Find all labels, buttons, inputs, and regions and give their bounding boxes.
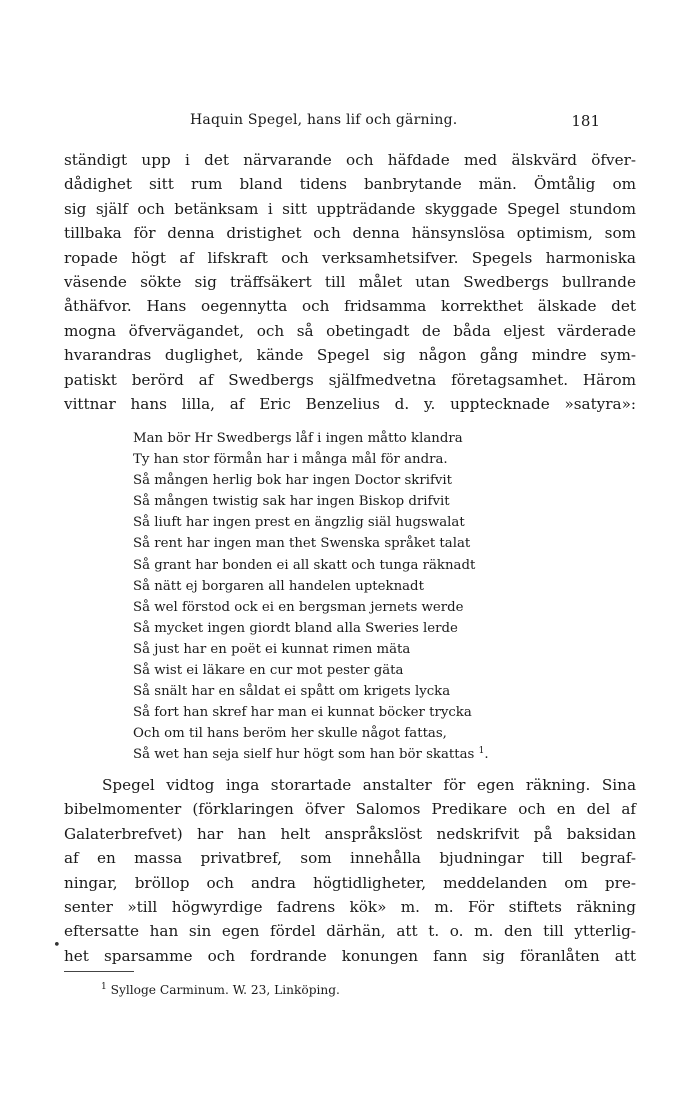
text-line: af en massa privatbref, som innehålla bjudningar till begraf-	[64, 849, 636, 868]
poem-end-punctuation: .	[484, 747, 489, 763]
footnote-divider	[64, 971, 134, 972]
paragraph-2	[64, 773, 636, 968]
poem-line: Så liuft har ingen prest en ängzlig siäl hugswalat	[133, 515, 465, 531]
footnote-text: Sylloge Carminum. W. 23, Linköping.	[110, 983, 340, 997]
text-line: Galaterbrefvet) har han helt anspråkslöst nedskrifvit på baksidan	[64, 824, 636, 843]
footnote-reference: 1	[478, 746, 485, 757]
poem-line: Så fort han skref har man ei kunnat böcker trycka	[133, 705, 472, 721]
text-line: het sparsamme och fordrande konungen fann sig föranlåten att	[64, 946, 636, 965]
text-line: ningar, bröllop och andra högtidligheter, meddelanden om pre-	[64, 873, 636, 892]
text-line: Spegel vidtog inga storartade anstalter för egen räkning. Sina	[102, 776, 636, 794]
text-line: vittnar hans lilla, af Eric Benzelius d. y. upptecknade »satyra»:	[64, 394, 636, 413]
poem-line: Och om til hans beröm her skulle något fattas,	[133, 726, 447, 742]
poem-satyra	[133, 428, 533, 766]
text-line: ropade högt af lifskraft och verksamhetsifver. Spegels harmoniska	[64, 248, 636, 267]
poem-line: Så wist ei läkare en cur mot pester gäta	[133, 663, 404, 679]
poem-line-text: Så wet han seja sielf hur högt som han bör skattas	[133, 747, 475, 763]
text-line: väsende sökte sig träffsäkert till målet utan Swedbergs bullrande	[64, 272, 636, 291]
poem-line: Man bör Hr Swedbergs låf i ingen måtto klandra	[133, 431, 463, 446]
poem-line: Så nätt ej borgaren all handelen upteknadt	[133, 578, 424, 594]
text-line: dådighet sitt rum bland tidens banbrytande män. Ömtålig om	[64, 175, 636, 194]
text-line: senter »till högwyrdige fadrens kök» m. m. För stiftets räkning	[64, 897, 636, 916]
poem-line: Ty han stor förmån har i många mål för andra.	[133, 452, 448, 468]
text-line: tillbaka för denna dristighet och denna hänsynslösa optimism, som	[64, 224, 636, 243]
poem-line: Så rent har ingen man thet Swenska språket talat	[133, 536, 471, 552]
running-title: Haquin Spegel, hans lif och gärning.	[190, 112, 458, 128]
poem-line: Så grant har bonden ei all skatt och tunga räknadt	[133, 557, 476, 573]
text-line: mogna öfvervägandet, och så obetingadt de båda eljest värderade	[64, 321, 636, 340]
paragraph-1	[64, 148, 636, 416]
margin-mark: •	[53, 938, 61, 953]
text-line: eftersatte han sin egen fördel därhän, att t. o. m. den till ytterlig-	[64, 922, 636, 941]
text-line: åthäfvor. Hans oegennytta och fridsamma korrekthet älskade det	[64, 297, 636, 316]
text-line: hvarandras duglighet, kände Spegel sig någon gång mindre sym-	[64, 346, 636, 365]
text-line: ständigt upp i det närvarande och häfdade med älskvärd öfver-	[64, 151, 636, 169]
text-line: patiskt berörd af Swedbergs själfmedvetna företagsamhet. Härom	[64, 370, 636, 389]
poem-line: Så mycket ingen giordt bland alla Sweries lerde	[133, 620, 458, 636]
poem-line: Så just har en poët ei kunnat rimen mäta	[133, 641, 411, 657]
poem-line: Så mången twistig sak har ingen Biskop drifvit	[133, 494, 450, 510]
page-number: 181	[571, 112, 600, 130]
poem-line: Så wel förstod ock ei en bergsman jernets werde	[133, 599, 464, 615]
poem-line: Så mången herlig bok har ingen Doctor skrifvit	[133, 473, 452, 489]
footnote	[101, 983, 340, 997]
footnote-number: 1	[101, 982, 107, 992]
poem-line: Så snält har en såldat ei spått om krigets lycka	[133, 684, 451, 700]
page-header	[64, 112, 638, 132]
poem-line-final	[133, 744, 533, 765]
text-line: bibelmomenter (förklaringen öfver Salomos Predikare och en del af	[64, 800, 636, 819]
text-line: sig själf och betänksam i sitt uppträdande skyggade Spegel stundom	[64, 199, 636, 218]
